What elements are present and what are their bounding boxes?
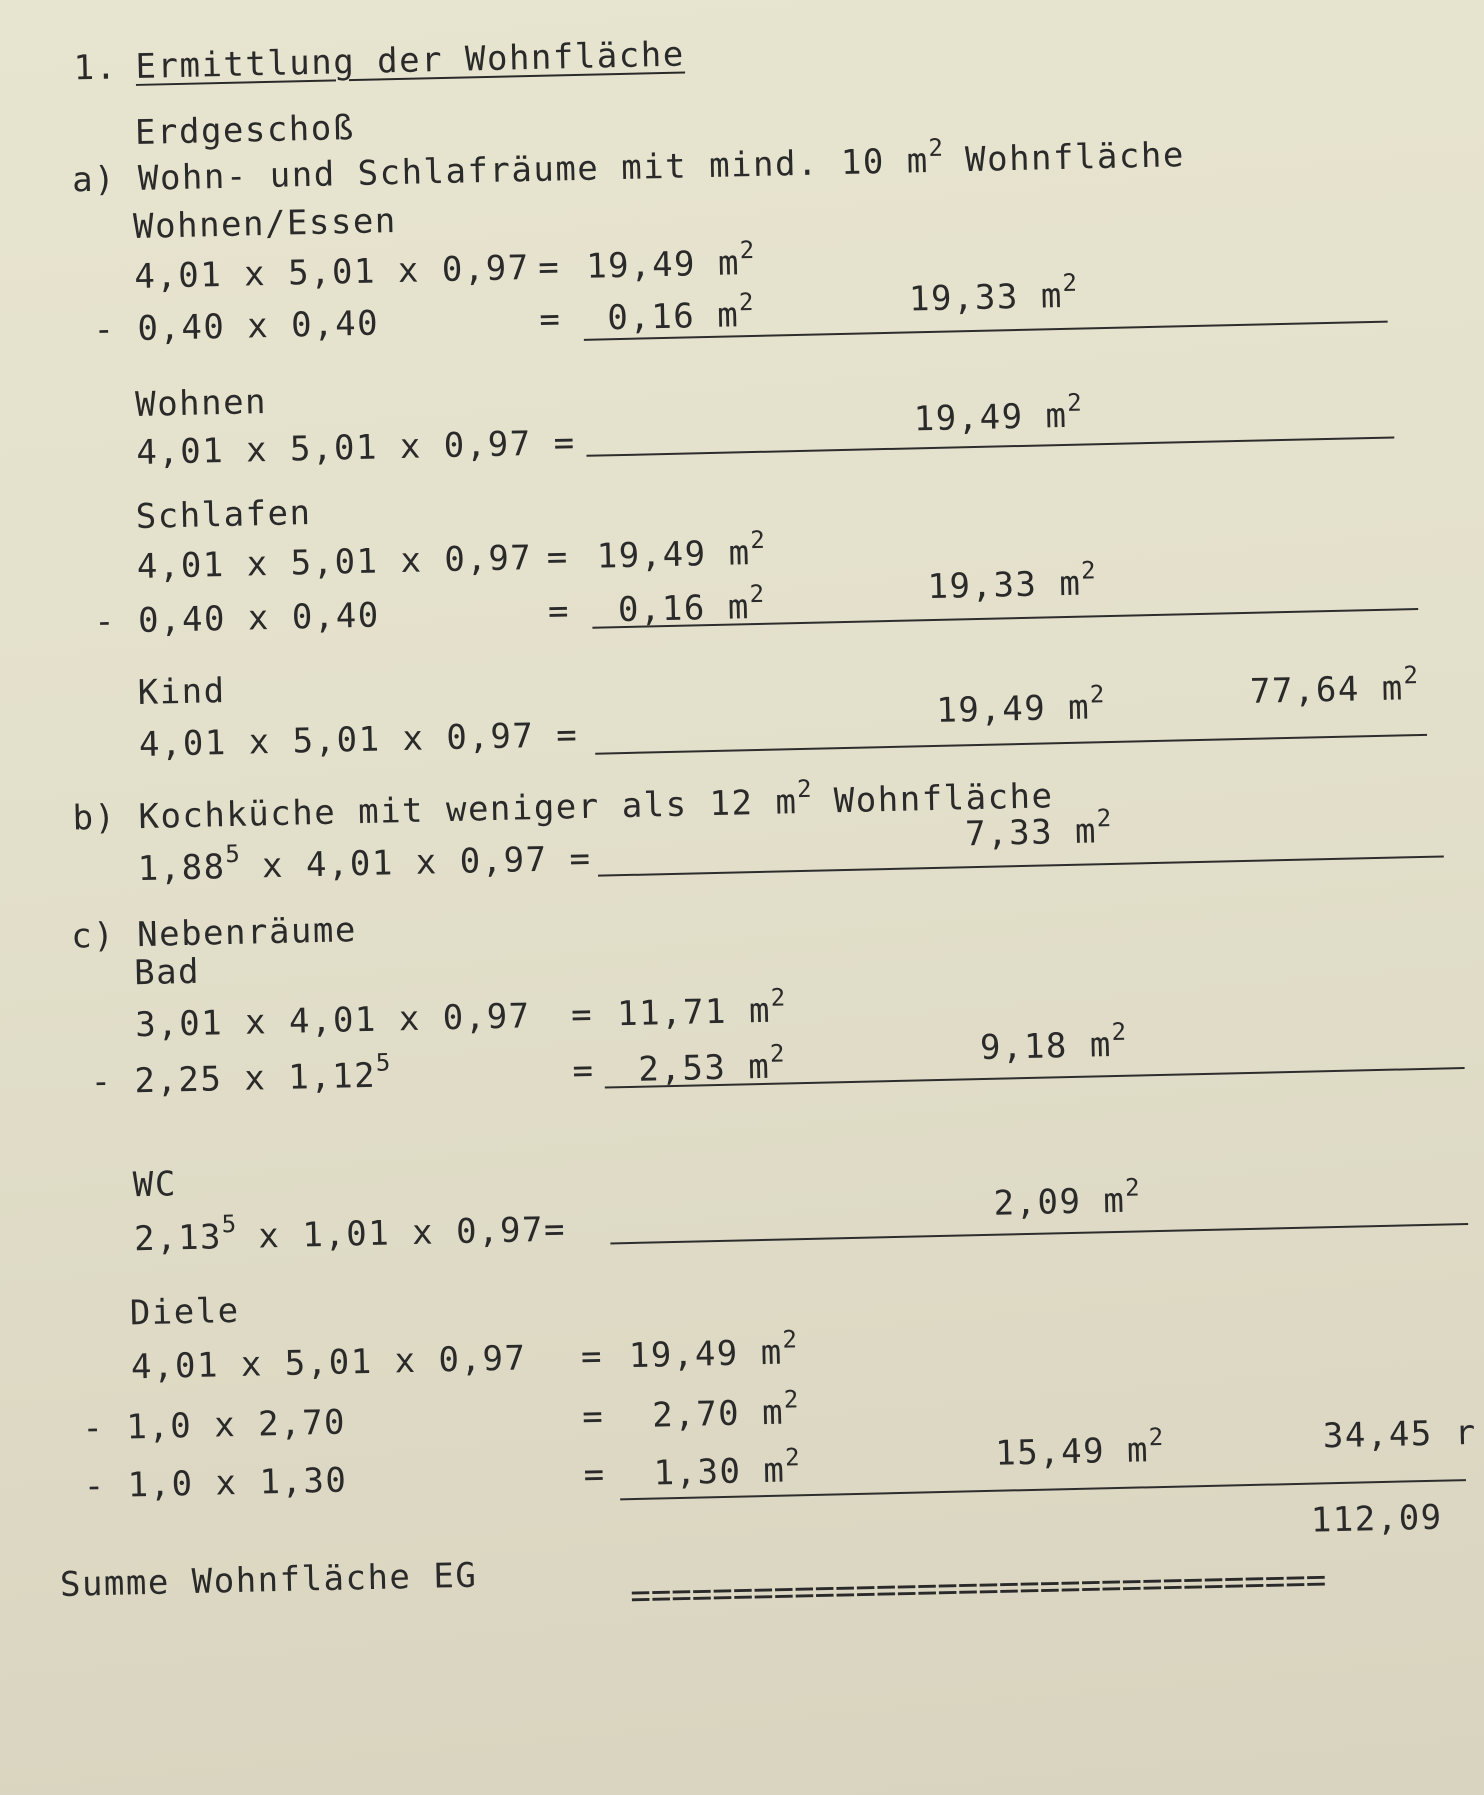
calc-line: - 1,0 x 2,70 [81, 1402, 347, 1449]
room-label-kind: Kind [137, 671, 227, 714]
calc-value: 19,49 $m^2$ [628, 1325, 798, 1377]
equals-sign: = [547, 591, 571, 632]
sum-underline [610, 1223, 1468, 1244]
calc-line: - 1,0 x 1,30 [83, 1460, 348, 1507]
equals-sign: = [570, 994, 594, 1036]
room-label-bad: Bad [133, 951, 201, 994]
subtotal-a: 77,64 $m^2$ [1249, 661, 1419, 712]
room-label-schlafen: Schlafen [135, 493, 312, 538]
calc-line: - 2,25 x 1,12$^5$ [90, 1048, 391, 1103]
equals-sign: = [537, 247, 561, 288]
room-label-wc: WC [132, 1164, 178, 1206]
room-result: 19,33 $m^2$ [908, 268, 1078, 320]
calc-line: 1,88$^5$ x 4,01 x 0,97 = [137, 838, 592, 890]
summe-value: 112,09 [1310, 1497, 1444, 1541]
calc-value: 2,70 $m^2$ [651, 1385, 799, 1436]
calc-line: 2,13$^5$ x 1,01 x 0,97= [133, 1209, 567, 1260]
room-result: 19,33 $m^2$ [927, 556, 1096, 608]
room-label-wohnen: Wohnen [134, 382, 268, 426]
room-result: 7,33 $m^2$ [964, 804, 1112, 855]
summe-label: Summe Wohnfläche EG [59, 1555, 478, 1606]
calc-line: 4,01 x 5,01 x 0,97 [136, 538, 533, 588]
calc-line: - 0,40 x 0,40 [93, 595, 381, 643]
floor-label: Erdgeschoß [134, 107, 356, 153]
calc-value: 0,16 $m^2$ [617, 579, 765, 631]
equals-sign: = [546, 537, 570, 578]
calc-value: 11,71 $m^2$ [616, 983, 786, 1035]
calc-line: 4,01 x 5,01 x 0,97 = [135, 423, 577, 474]
calc-value: 1,30 $m^2$ [653, 1443, 800, 1494]
calc-value: 0,16 $m^2$ [606, 287, 754, 339]
equals-sign: = [580, 1336, 604, 1378]
calc-value: 2,53 $m^2$ [637, 1039, 785, 1090]
room-result: 19,49 $m^2$ [913, 388, 1082, 440]
heading-c: c) Nebenräume [70, 910, 358, 957]
calc-value: 19,49 $m^2$ [596, 525, 766, 577]
room-label-wohnen-essen: Wohnen/Essen [132, 201, 398, 248]
sum-underline [595, 734, 1427, 755]
section-number: 1. [73, 47, 118, 89]
sum-underline [598, 855, 1444, 876]
calc-line: 4,01 x 5,01 x 0,97 [133, 248, 531, 298]
equals-sign: = [538, 299, 562, 340]
calc-line: 3,01 x 4,01 x 0,97 [134, 996, 532, 1046]
room-result: 9,18 $m^2$ [979, 1017, 1127, 1069]
room-label-diele: Diele [129, 1290, 241, 1334]
room-result: 19,49 $m^2$ [935, 680, 1105, 731]
double-underline: ================================== [629, 1560, 1327, 1617]
room-result: 15,49 $m^2$ [994, 1422, 1164, 1474]
subtotal-c: 34,45 r [1322, 1412, 1478, 1457]
heading-a: a) Wohn- und Schlafräume mit mind. 10 $m^2$ Wohnfläche [71, 133, 1186, 201]
calc-value: 19,49 $m^2$ [585, 235, 755, 287]
heading-b: b) Kochküche mit weniger als 12 $m^2$ Wohnfläche [72, 774, 1054, 839]
room-result: 2,09 $m^2$ [993, 1173, 1140, 1224]
calc-line: - 0,40 x 0,40 [93, 303, 380, 350]
equals-sign: = [571, 1050, 595, 1092]
calc-line: 4,01 x 5,01 x 0,97 = [138, 715, 579, 766]
equals-sign: = [583, 1454, 607, 1496]
calc-line: 4,01 x 5,01 x 0,97 [130, 1338, 527, 1388]
equals-sign: = [581, 1396, 605, 1438]
section-title: Ermittlung der Wohnfläche [135, 34, 686, 87]
